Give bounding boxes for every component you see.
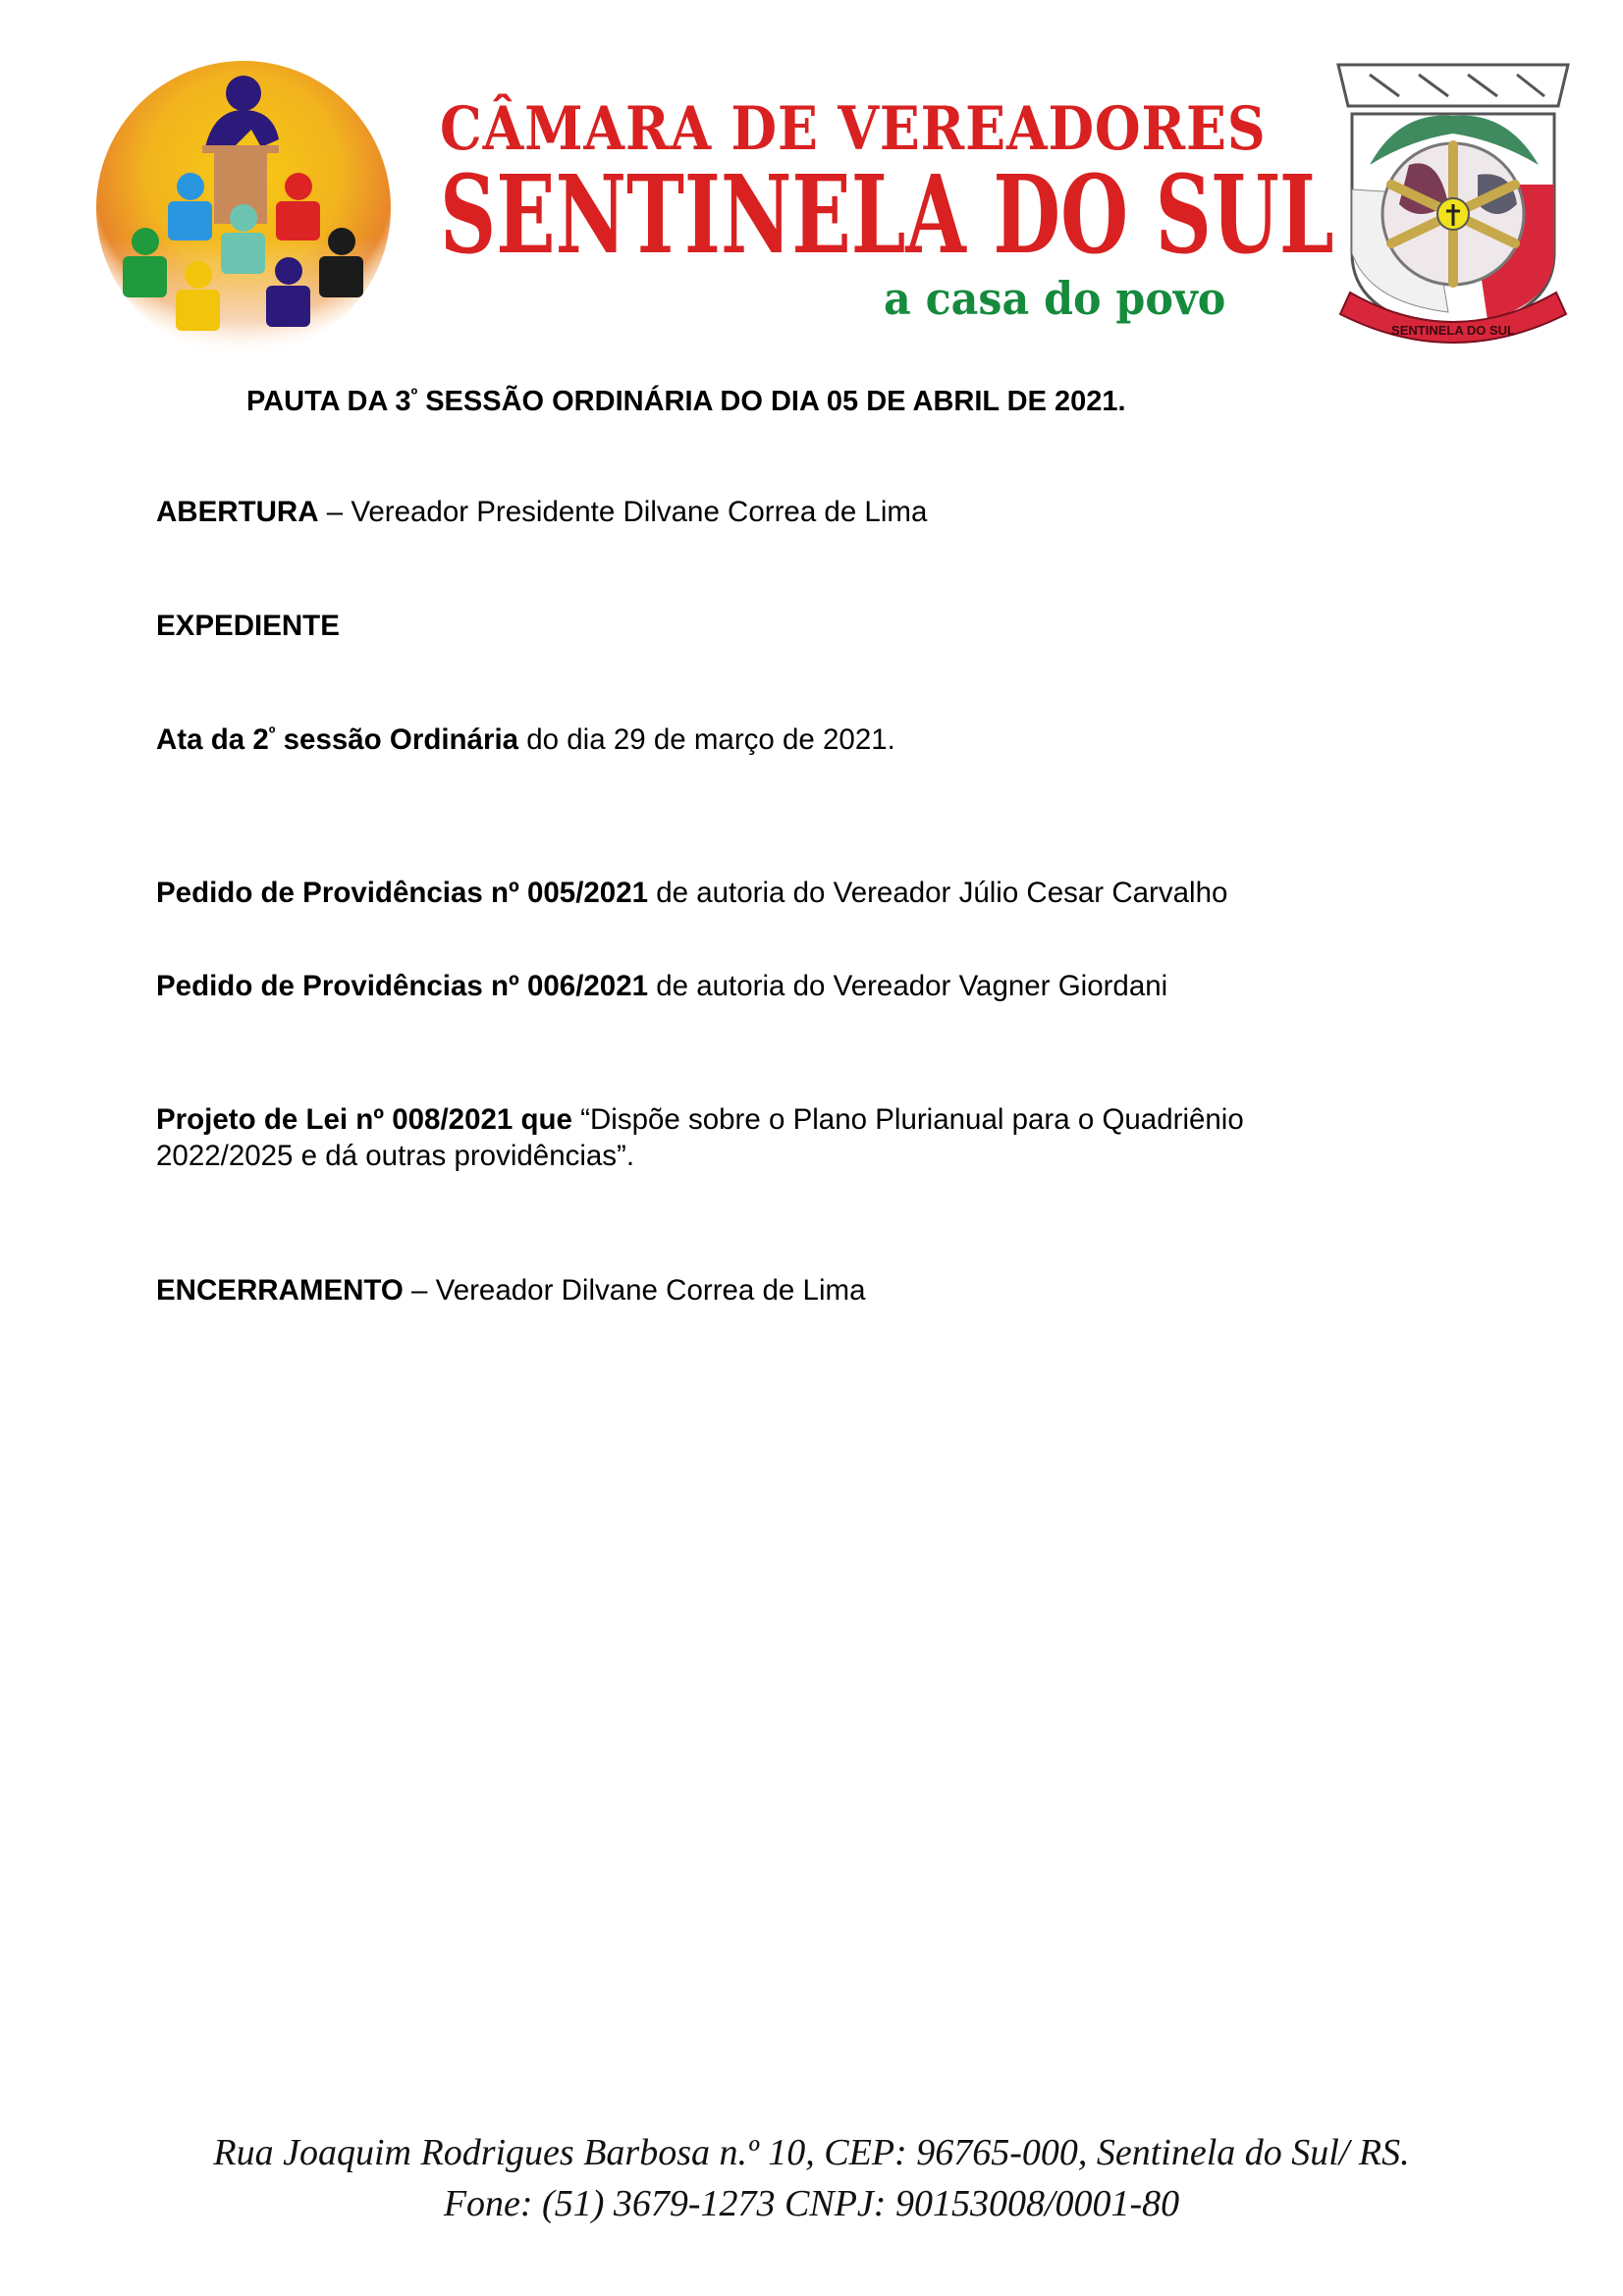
agenda-opening: ABERTURA – Vereador Presidente Dilvane Correa de Lima	[156, 496, 928, 528]
masthead-line1: CÂMARA DE VEREADORES	[440, 94, 1267, 164]
masthead-tagline: a casa do povo	[884, 272, 1226, 325]
agenda-request-005: Pedido de Providências nº 005/2021 de autoria do Vereador Júlio Cesar Carvalho	[156, 877, 1228, 909]
masthead-line2: SENTINELA DO SUL	[440, 151, 1334, 278]
municipal-coat-of-arms-icon	[1330, 57, 1576, 356]
assembly-people-icon	[86, 49, 401, 363]
document-title: PAUTA DA $3^º$ SESSÃO ORDINÁRIA DO DIA 05 DE ABRIL DE 2021.	[246, 385, 1126, 417]
agenda-section-expediente: EXPEDIENTE	[156, 610, 340, 642]
agenda-minutes: Ata da $2^º$ sessão Ordinária do dia 29 de março de 2021.	[156, 721, 895, 756]
agenda-bill-008: Projeto de Lei nº 008/2021 que “Dispõe sobre o Plano Plurianual para o Quadriênio 2022/2025 e dá outras providências”.	[156, 1103, 1244, 1172]
footer-contact: Fone: (51) 3679-1273 CNPJ: 90153008/0001-80	[443, 2183, 1180, 2224]
letterhead	[0, 0, 1623, 373]
masthead	[432, 90, 1334, 336]
footer-address: Rua Joaquim Rodrigues Barbosa n.º 10, CEP: 96765-000, Sentinela do Sul/ RS.	[213, 2132, 1410, 2173]
svg-text:SENTINELA DO SUL: SENTINELA DO SUL	[1391, 323, 1515, 338]
agenda-closing: ENCERRAMENTO – Vereador Dilvane Correa de Lima	[156, 1274, 866, 1307]
agenda-request-006: Pedido de Providências nº 006/2021 de autoria do Vereador Vagner Giordani	[156, 970, 1168, 1002]
